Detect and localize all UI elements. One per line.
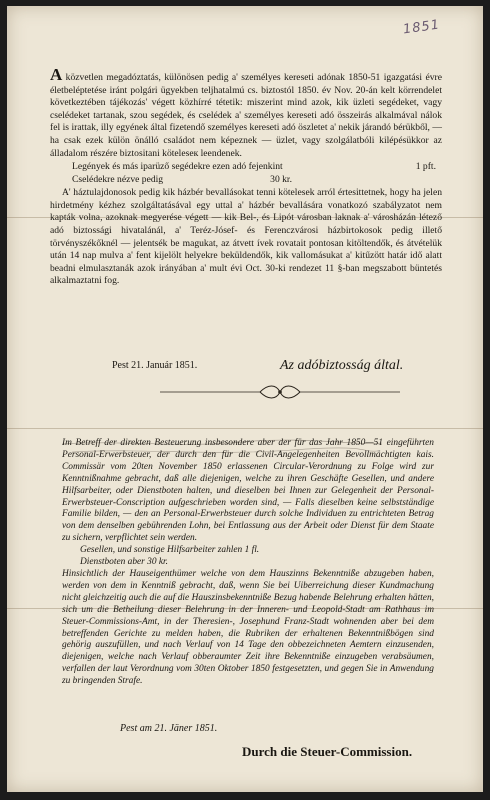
german-rate-journeymen: Gesellen, und sonstige Hilfsarbeiter zahlen 1 fl.: [80, 545, 260, 556]
hungarian-landlords-paragraph: A' háztulajdonosok pedig kik házbér bevallásokat tenni kötelesek arról értesittetnek, hogy ha jelen hirdetmény kézhez szolgáltatásával egy uttal a' házbér bevallására vonatkozó szabályzatot nem kapták volna, azoknak megyerése végett — kik Bel-, és Lipót városban laknak a' városházán létező adó biztossági hivatalánál, a' Teréz-Jósef- és Ferenczvárosi házbirtokosok pedig illető törvényszékőknél — jelentsék be magukat, az átvett ívek rovatait pontosan kitöltendők, és átvételük után 14 nap mulva a' fent kijelölt helyekre beküldendők, kik vallomásukat a' kitűzött határ idő alatt beadni elmulasztanák azok irányában a' mult évi Oct. 30-ki rendezet 11 §-ban megszabott büntetés alkalmaztatni fog.: [50, 187, 442, 287]
rate-journeymen: Legények és más iparüző segédekre ezen adó fejenkint 1 pft.: [72, 161, 436, 173]
handwritten-year-note: 1851: [402, 17, 441, 38]
german-notice: [62, 438, 434, 688]
german-date: Pest am 21. Jäner 1851.: [120, 723, 218, 734]
rate-servants: Cselédekre nézve pedig 30 kr.: [72, 174, 292, 186]
fold-line: [7, 428, 483, 429]
hungarian-notice: [50, 65, 442, 288]
hungarian-signature: Az adóbiztosság által.: [280, 358, 404, 373]
german-rate-servants: Dienstboten aber 30 kr.: [80, 557, 169, 568]
german-paragraph-1: Im Betreff der direkten Besteuerung insbesondere aber der für das Jahr 1850—51 eingeführten Personal-Erwerbsteuer, der durch den für die Civil-Angelegenheiten Bevollmächtigten kais. Commissär vom 20ten November 1850 erlassenen Circular-Verordnung zu Folge wird zur Kenntnißnahme gebracht, daß alle diejenigen, welche zu ihren Geschäfte Gesellen, und andere Hilfsarbeiter, oder Dienstboten halten, und dieselben bei Ihnen zur Gelegenheit der Personal-Erwerbsteuer-Conscription aufgeschrieben worden sind, — Falls dieselben keine selbstständige Familie bilden, — den an Personal-Erwerbsteuer durch solche Individuen zu entrichteten Betrag von dem denselben gebührenden Lohn, bei Entlassung aus der Arbeit oder Dienst für dem Staate zu sichern, verpflichtet sein werden.: [62, 438, 434, 544]
drop-cap: A: [50, 65, 63, 84]
german-paragraph-2: Hinsichtlich der Hauseigenthümer welche von dem Hauszinns Bekenntniße abzugeben haben, werden von dem in Kenntniß gebracht, daß, wenn Sie bei Uiberreichung dieser Kundmachung nicht gleichzeitig auch die auf die Hauszinsbekenntniße Bezug habende Belehrung erhalten hätten, sich um die Betheilung dieser Belehrung in der Inneren- und Leopold-Stadt am Rathhaus im Steuer-Commissions-Amt, in der Theresien-, Josephund Franz-Stadt wohnenden aber bei dem betreffenden Gerichte zu melden haben, die Rubriken der erhaltenen Bekenntnißbögen sind gehörig auszufüllen, und nach Verlauf von 14 Tage den obbezeichneten Aemtern einzusenden, diejenigen, welche nach Verlauf obberaumter Zeit ihre Bekenntniße einzugeben verabsäumen, verfallen der laut Verordnung vom 30ten Oktober 1850 festgesetzten, und gegen Sie in Anwendung zu bringenden Strafe.: [62, 568, 434, 687]
ornament-divider: [150, 380, 410, 404]
hungarian-intro: A közvetlen megadóztatás, különösen pedig a' személyes kereseti adónak 1850-51 igazgatási évre életbeléptetése iránt polgári ügyekben teljhatalmú cs. biztostól 1850. év Nov. 20-án kelt körrendelet következtében tájékozás' végett közhírré tétetik: miszerint mind azok, kik üzleti segédeket, vagy cselédeket tartanak, szou segédek, és cselédek a' személyes kereseti adó összeirás alkalmával nálok fel is irattak, illy egyének által fizetendő személyes kereseti adó öszletet a' nekik járandó bérükből, — ha csak ezek külön önálló családot nem képeznek — üzlet, vagy szolgálatbóli kilépésükkor az álladalom részére biztositani köteleseк leendenek.: [50, 65, 442, 159]
hungarian-date: Pest 21. Január 1851.: [112, 360, 198, 371]
german-signature: Durch die Steuer-Commission.: [242, 744, 413, 759]
